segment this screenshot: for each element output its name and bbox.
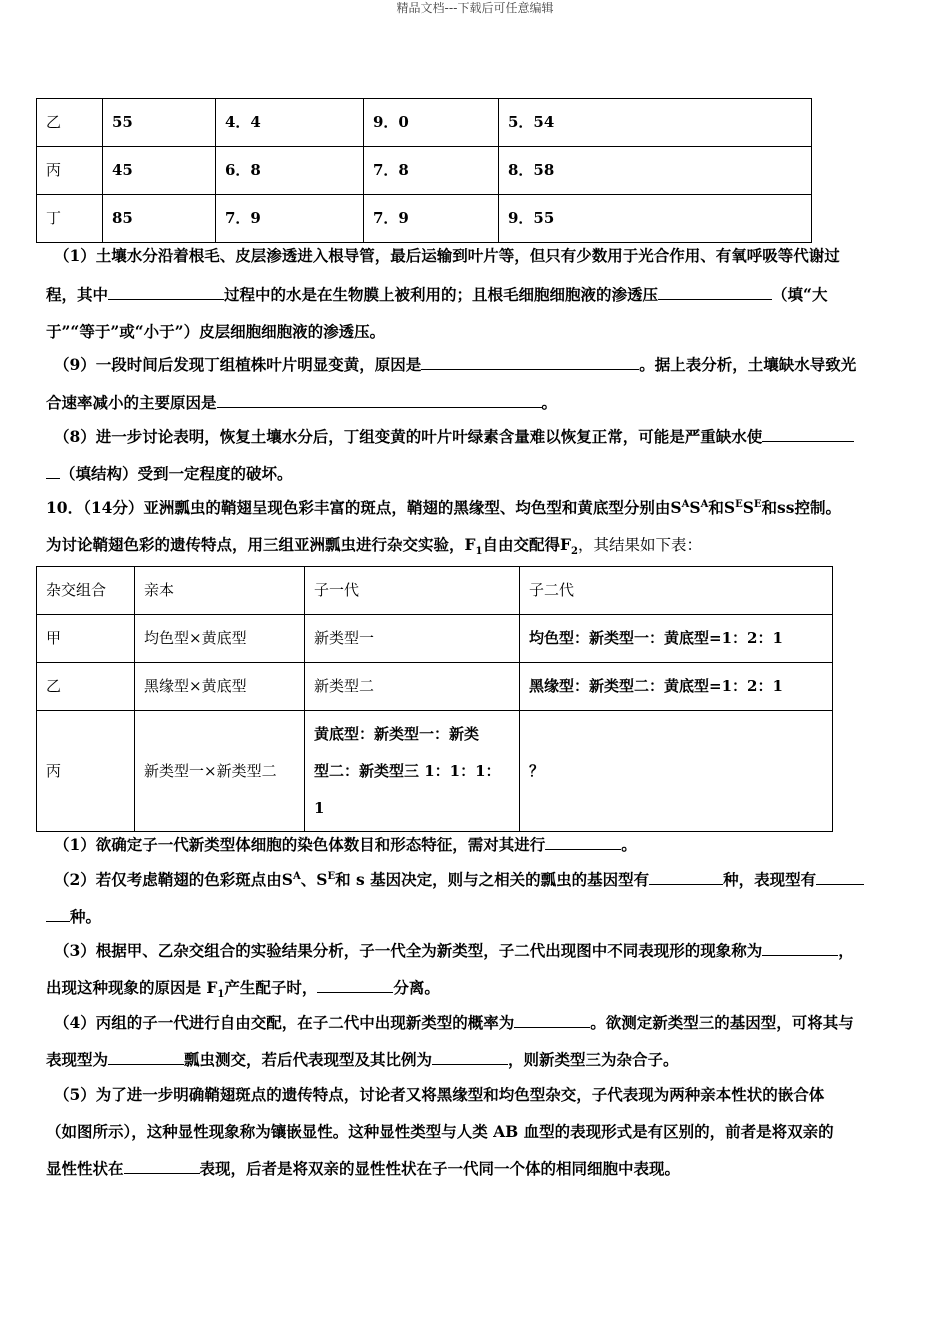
table-cell: 6．8	[216, 147, 364, 195]
text: 和ss控制。	[761, 498, 841, 517]
q10-part-2: （2）若仅考虑鞘翅的色彩斑点由$S^A$、$S^E$和 s 基因决定，则与之相关的瓢虫的基因型有 种，表现型有	[54, 870, 864, 890]
subscript: 2	[571, 546, 578, 558]
subscript: 1	[217, 989, 225, 1001]
table-cell: 丙	[37, 147, 103, 195]
table-cell: 5．54	[499, 99, 812, 147]
table-row	[37, 615, 833, 663]
q10-part-3	[54, 941, 854, 961]
answer-blank	[124, 1159, 200, 1174]
table-header: 子一代	[305, 567, 520, 615]
answer-blank	[762, 427, 854, 442]
table-cell: 85	[103, 195, 216, 243]
text: （4）丙组的子一代进行自由交配，在子二代中出现新类型的概率为	[54, 1013, 515, 1032]
answer-blank	[317, 978, 393, 993]
q10-part-4-cont	[46, 1050, 679, 1070]
answer-blank	[649, 870, 723, 885]
text: （8）进一步讨论表明，恢复土壤水分后，丁组变黄的叶片叶绿素含量难以恢复正常，可能是严重缺水使	[54, 427, 763, 446]
text: 。据上表分析，土壤缺水导致光	[639, 355, 857, 374]
q10-intro-1	[46, 498, 841, 518]
table-cell: 7．8	[364, 147, 499, 195]
table-row	[37, 147, 812, 195]
text: 。欲测定新类型三的基因型，可将其与	[590, 1013, 854, 1032]
table-header-row	[37, 567, 833, 615]
q9-line-4	[54, 355, 856, 375]
text: S	[689, 498, 701, 517]
table-header: 子二代	[520, 567, 833, 615]
text: 和 s 基因决定，则与之相关的瓢虫的基因型有	[335, 870, 650, 889]
text: 过程中的水是在生物膜上被利用的；且根毛细胞细胞液的渗透压	[224, 285, 659, 304]
table-row	[37, 711, 833, 832]
answer-blank	[421, 355, 639, 370]
text: 种，表现型有	[723, 870, 817, 889]
answer-blank	[108, 1050, 184, 1065]
table-row	[37, 663, 833, 711]
text: ，	[838, 941, 854, 960]
text: S	[742, 498, 754, 517]
answer-blank	[545, 835, 621, 850]
table-cell: 新类型一	[305, 615, 520, 663]
table-row	[37, 195, 812, 243]
answer-blank	[46, 464, 60, 479]
text: ，其结果如下表：	[577, 536, 702, 554]
table-cell: 丁	[37, 195, 103, 243]
table-cell: 9．0	[364, 99, 499, 147]
table-cell: 均色型×黄底型	[135, 615, 305, 663]
text: 瓢虫测交，若后代表现型及其比例为	[184, 1050, 433, 1069]
table-cell: 45	[103, 147, 216, 195]
q10-part-5: （5）为了进一步明确鞘翅斑点的遗传特点，讨论者又将黑缘型和均色型杂交，子代表现为两种亲本性状的嵌合体	[54, 1085, 825, 1104]
q10-part-3-cont	[46, 978, 440, 1001]
q9-line-5	[46, 393, 557, 413]
q9-line-6	[54, 427, 854, 447]
table-cell: 丙	[37, 711, 135, 832]
table-cell: ？	[520, 711, 833, 832]
text: （填结构）受到一定程度的破坏。	[60, 464, 293, 483]
q9-line-3: 于”“等于”或“小于”）皮层细胞细胞液的渗透压。	[46, 322, 386, 341]
text: 表现，后者是将双亲的显性性状在子一代同一个体的相同细胞中表现。	[199, 1159, 681, 1178]
superscript: A	[293, 870, 301, 882]
q10-part-1	[54, 835, 637, 855]
text: 自由交配得F	[482, 535, 571, 554]
text: 分离。	[393, 978, 440, 997]
table-row	[37, 99, 812, 147]
table-cell: 9．55	[499, 195, 812, 243]
superscript: E	[327, 870, 336, 882]
text: （3）根据甲、乙杂交组合的实验结果分析，子一代全为新类型，子二代出现图中不同表现形的现象称为	[54, 941, 763, 960]
q9-line-7	[46, 464, 293, 484]
text: 和	[708, 498, 724, 517]
subscript: 1	[475, 546, 483, 558]
text: S	[670, 498, 682, 517]
q10-part-4	[54, 1013, 854, 1033]
answer-blank	[46, 907, 70, 922]
superscript: E	[735, 498, 743, 510]
table-header: 亲本	[135, 567, 305, 615]
text: 合速率减小的主要原因是	[46, 393, 217, 412]
cell-line: 1	[314, 798, 325, 817]
text: （9）一段时间后发现丁组植株叶片明显变黄，原因是	[54, 355, 422, 374]
data-table-1	[36, 98, 812, 243]
answer-blank	[816, 870, 864, 885]
table-cell: 8．58	[499, 147, 812, 195]
table-header: 杂交组合	[37, 567, 135, 615]
table-cell	[305, 711, 520, 832]
text: 为讨论鞘翅色彩的遗传特点，用三组亚洲瓢虫进行杂交实验，F	[46, 535, 476, 554]
text: S	[316, 870, 328, 889]
text: 程，其中	[46, 285, 109, 304]
answer-blank	[217, 393, 542, 408]
table-cell: 7．9	[364, 195, 499, 243]
superscript: E	[753, 498, 762, 510]
text: S	[723, 498, 736, 517]
table-cell: 新类型一×新类型二	[135, 711, 305, 832]
table-cell: 黑缘型：新类型二：黄底型=1：2：1	[520, 663, 833, 711]
table-cell: 均色型：新类型一：黄底型=1：2：1	[520, 615, 833, 663]
table-cell: 55	[103, 99, 216, 147]
text: 种。	[70, 907, 102, 926]
table-cell: 乙	[37, 663, 135, 711]
answer-blank	[658, 285, 772, 300]
answer-blank	[432, 1050, 508, 1065]
cell-line: 型二：新类型三 1：1：1：	[314, 761, 501, 780]
text: （填“大	[772, 285, 828, 304]
table-cell: 黑缘型×黄底型	[135, 663, 305, 711]
text: ，则新类型三为杂合子。	[508, 1050, 679, 1069]
text: S	[281, 870, 293, 889]
q10-part-2-cont	[46, 907, 101, 927]
answer-blank	[514, 1013, 590, 1028]
text: （1）欲确定子一代新类型体细胞的染色体数目和形态特征，需对其进行	[54, 835, 546, 854]
answer-blank	[762, 941, 838, 956]
text: 显性性状在	[46, 1159, 124, 1178]
text: 。	[541, 393, 558, 412]
q10-part-5-cont-1: （如图所示），这种显性现象称为镶嵌显性。这种显性类型与人类 AB 血型的表现形式是有区别的，前者是将双亲的	[46, 1122, 834, 1141]
page-header: 精品文档---下载后可任意编辑	[396, 1, 554, 15]
text: 表现型为	[46, 1050, 109, 1069]
table-cell: 4．4	[216, 99, 364, 147]
table-cell: 乙	[37, 99, 103, 147]
q10-intro-2	[46, 535, 702, 558]
table-cell: 新类型二	[305, 663, 520, 711]
q10-part-5-cont-2	[46, 1159, 680, 1179]
superscript: A	[681, 498, 690, 510]
text: 10．（14分）亚洲瓢虫的鞘翅呈现色彩丰富的斑点，鞘翅的黑缘型、均色型和黄底型分别由	[46, 498, 671, 517]
answer-blank	[108, 285, 224, 300]
table-cell: 甲	[37, 615, 135, 663]
text: 产生配子时，	[224, 978, 318, 997]
text: 出现这种现象的原因是 F	[46, 978, 218, 997]
table-cell: 7．9	[216, 195, 364, 243]
superscript: A	[700, 498, 709, 510]
q9-line-1: （1）土壤水分沿着根毛、皮层渗透进入根导管，最后运输到叶片等，但只有少数用于光合作用、有氧呼吸等代谢过	[54, 246, 840, 265]
cell-line: 黄底型：新类型一：新类	[314, 724, 480, 743]
text: 。	[621, 835, 637, 854]
text: （2）若仅考虑鞘翅的色彩斑点由	[54, 870, 282, 889]
cross-experiment-table	[36, 566, 833, 832]
q9-line-2	[46, 285, 827, 305]
